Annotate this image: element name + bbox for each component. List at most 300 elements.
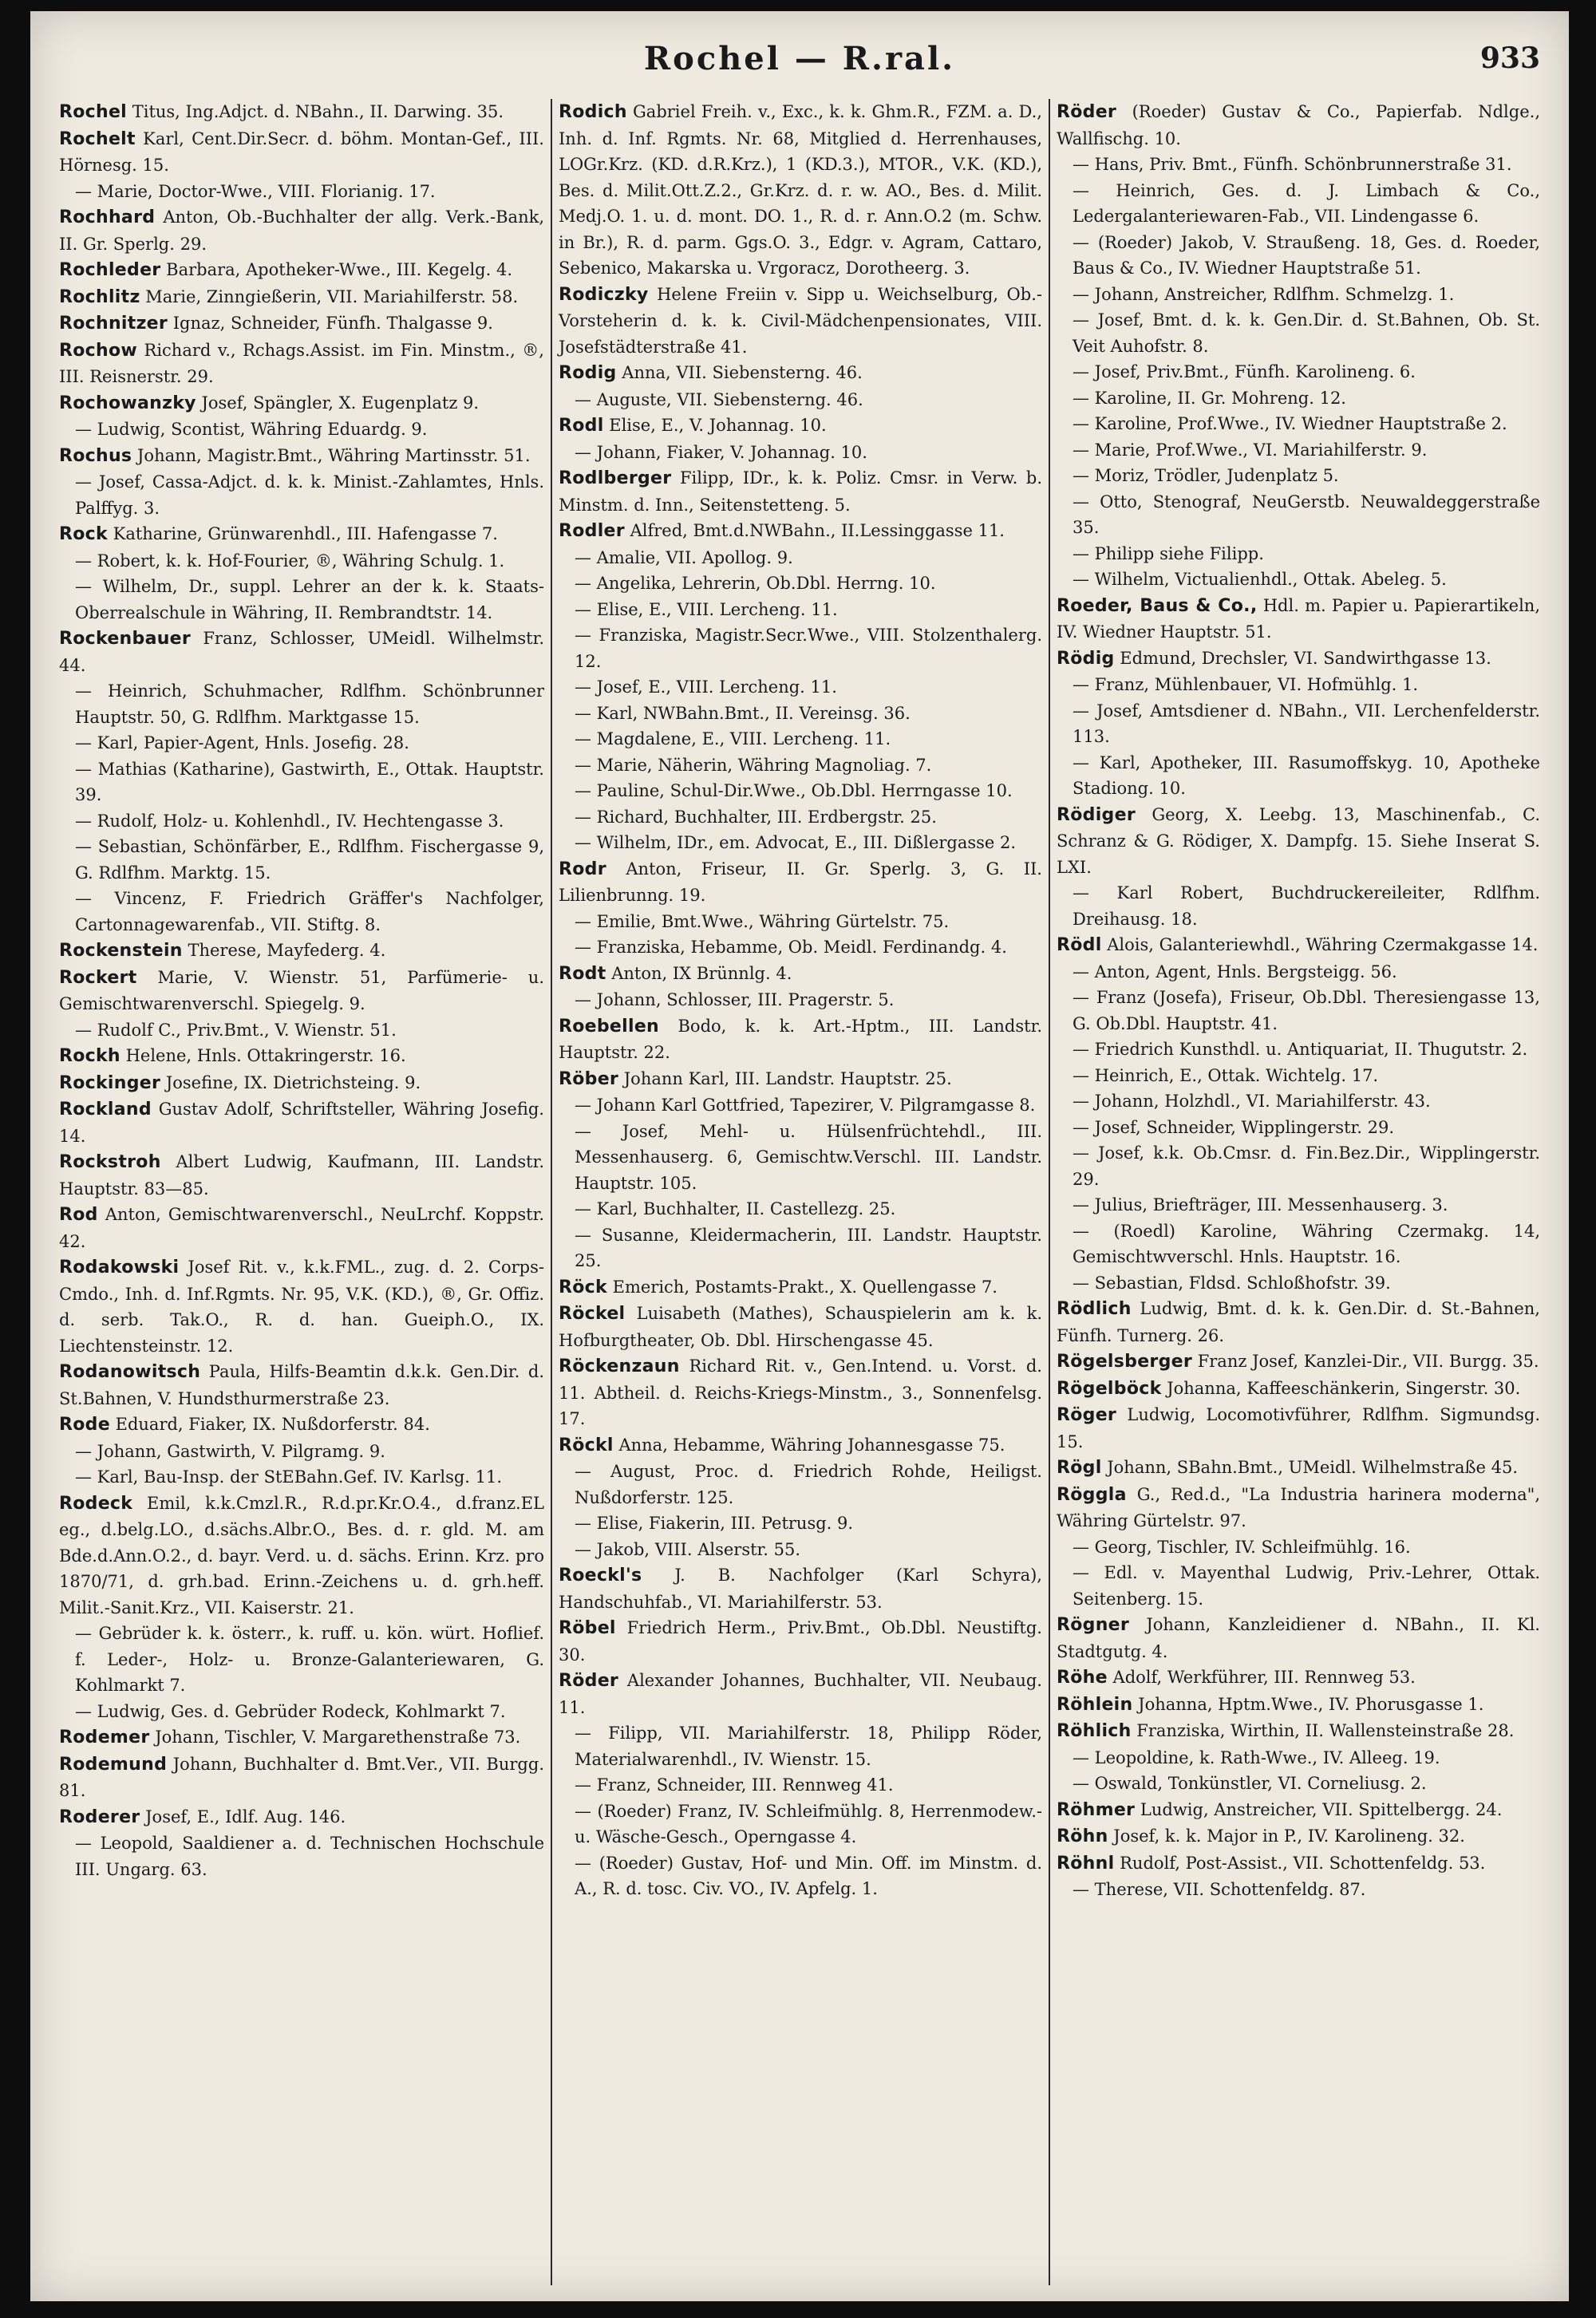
directory-entry — [59, 1804, 544, 1831]
directory-entry — [1057, 1797, 1540, 1824]
entry-surname: Röckl — [559, 1435, 614, 1455]
entry-surname: Rögner — [1057, 1615, 1130, 1635]
entry-details: Hebamme, Ob. Meidl. Ferdinandg. 4. — [690, 938, 1007, 957]
directory-entry — [1057, 1115, 1540, 1141]
entry-surname: — (Roeder) — [1073, 232, 1173, 252]
directory-entry — [1057, 230, 1540, 282]
entry-details: Näherin, Währing Magnoliag. 7. — [658, 755, 932, 775]
entry-surname: — Leopoldine, — [1073, 1747, 1195, 1767]
directory-entry — [59, 678, 544, 730]
entry-surname: — Oswald, — [1073, 1774, 1163, 1793]
entry-surname: — Susanne, — [575, 1225, 680, 1245]
entry-surname: Rockstroh — [59, 1152, 161, 1172]
directory-entry — [59, 99, 544, 126]
entry-details: Kleidermacherin, III. Landstr. Hauptstr. 25. — [575, 1225, 1042, 1270]
directory-entry — [559, 99, 1042, 282]
column-3 — [1049, 99, 1547, 2285]
directory-entry — [559, 1274, 1042, 1301]
entry-surname: — Wilhelm, — [75, 577, 178, 596]
directory-entry — [59, 938, 544, 965]
entry-details: Schönfärber, E., Rdlfhm. Fischergasse 9, G. Rdlfhm. Marktg. 15. — [75, 837, 544, 883]
entry-surname: — Leopold, — [75, 1834, 174, 1853]
entry-details: Gustav, Hof- und Min. Off. im Minstm. d. A., R. d. tosc. Civ. VO., IV. Apfelg. 1. — [575, 1853, 1042, 1898]
directory-entry — [1057, 463, 1540, 489]
directory-entry — [59, 1096, 544, 1149]
entry-surname: — Marie, — [75, 181, 153, 201]
entry-details: Fiakerin, III. Petrusg. 9. — [649, 1514, 854, 1533]
directory-entry — [1057, 411, 1540, 437]
entry-details: Priv. Bmt., Fünfh. Schönbrunnerstraße 31. — [1149, 155, 1512, 174]
entry-details: Doctor-Wwe., VIII. Florianig. 17. — [158, 181, 436, 201]
directory-entry — [59, 1699, 544, 1725]
entry-details: Prof.Wwe., IV. Wiedner Hauptstraße 2. — [1177, 414, 1507, 433]
directory-entry — [59, 126, 544, 179]
entry-surname: — Gebrüder — [75, 1624, 180, 1643]
directory-entry — [59, 1202, 544, 1254]
entry-details: Johann, Kanzleidiener d. NBahn., II. Kl. Stadtgutg. 4. — [1057, 1615, 1540, 1661]
entry-details: Ludwig, Anstreicher, VII. Spittelbergg. 24. — [1140, 1799, 1503, 1819]
entry-details: VIII. Alserstr. 55. — [654, 1539, 801, 1559]
entry-surname: Rodler — [559, 521, 625, 541]
entry-details: Paula, Hilfs-Beamtin d.k.k. Gen.Dir. d. St.Bahnen, V. Hundsthurmerstraße 23. — [59, 1362, 544, 1408]
columns — [53, 99, 1547, 2285]
directory-entry — [59, 521, 544, 548]
directory-entry — [1057, 178, 1540, 230]
entry-details: Josef, Spängler, X. Eugenplatz 9. — [201, 393, 480, 413]
entry-details: Franz, IV. Schleifmühlg. 8, Herrenmodew.- u. Wäsche-Gesch., Operngasse 4. — [575, 1801, 1042, 1846]
entry-surname: — Johann, — [1073, 284, 1159, 304]
entry-details: Albert Ludwig, Kaufmann, III. Landstr. Hauptstr. 83—85. — [59, 1152, 544, 1198]
entry-surname: Rodeck — [59, 1493, 133, 1514]
entry-surname: Röber — [559, 1068, 619, 1089]
entry-details: Trödler, Judenplatz 5. — [1155, 466, 1339, 485]
directory-entry — [559, 1222, 1042, 1274]
entry-surname: — Karl — [1073, 883, 1153, 902]
entry-details: Anstreicher, Rdlfhm. Schmelzg. 1. — [1164, 284, 1455, 304]
entry-details: Tischler, IV. Schleifmühlg. 16. — [1157, 1537, 1411, 1557]
directory-entry — [1057, 1771, 1540, 1797]
entry-details: Bmt. d. k. k. Gen.Dir. d. St.Bahnen, Ob. St. Veit Auhofstr. 8. — [1073, 310, 1540, 356]
entry-surname: — Franz, — [575, 1775, 652, 1795]
directory-entry — [559, 1066, 1042, 1093]
entry-surname: Röhe — [1057, 1668, 1108, 1688]
directory-entry — [559, 1459, 1042, 1510]
entry-details: Franz Josef, Kanzlei-Dir., VII. Burgg. 35. — [1197, 1352, 1539, 1371]
entry-details: Schneider, III. Rennweg 41. — [656, 1775, 894, 1795]
entry-surname: — (Roeder) — [575, 1853, 674, 1873]
directory-entry — [59, 886, 544, 938]
entry-details: Anton, Gemischtwarenverschl., NeuLrchf. Koppstr. 42. — [59, 1205, 544, 1251]
directory-entry — [1057, 307, 1540, 359]
directory-entry — [59, 417, 544, 443]
entry-surname: Röhlein — [1057, 1694, 1133, 1715]
entry-surname: — Sebastian, — [1073, 1273, 1184, 1293]
entry-details: Apotheker, III. Rasumoffskyg. 10, Apotheke Stadiong. 10. — [1073, 752, 1540, 798]
entry-surname: Rockland — [59, 1100, 152, 1120]
entry-details: Marie, V. Wienstr. 51, Parfümerie- u. Gemischtwarenverschl. Spiegelg. 9. — [59, 967, 544, 1013]
directory-entry — [59, 574, 544, 626]
entry-details: VII. Apollog. 9. — [666, 547, 793, 567]
column-2 — [551, 99, 1049, 2285]
entry-surname: — Emilie, — [575, 911, 657, 931]
directory-entry — [1057, 282, 1540, 308]
directory-entry — [59, 1724, 544, 1751]
entry-details: Karl, Cent.Dir.Secr. d. böhm. Montan-Gef., III. Hörnesg. 15. — [59, 128, 544, 175]
entry-surname: — Georg, — [1073, 1537, 1152, 1557]
entry-details: Alfred, Bmt.d.NWBahn., II.Lessinggasse 11. — [630, 521, 1005, 540]
directory-entry — [1057, 1063, 1540, 1089]
entry-details: Magistr.Secr.Wwe., VIII. Stolzenthalerg. 12. — [575, 626, 1042, 671]
entry-surname: — (Roeder) — [575, 1801, 672, 1821]
directory-entry — [59, 1491, 544, 1621]
directory-entry — [59, 1070, 544, 1097]
entry-details: Franz, Schlosser, UMeidl. Wilhelmstr. 44. — [59, 629, 544, 675]
directory-entry — [559, 1537, 1042, 1563]
entry-details: II. Gr. Mohreng. 12. — [1177, 388, 1346, 408]
directory-entry — [59, 834, 544, 886]
entry-surname: — Wilhelm, — [575, 833, 672, 852]
directory-entry — [59, 1439, 544, 1465]
entry-details: Richard Rit. v., Gen.Intend. u. Vorst. d. 11. Abtheil. d. Reichs-Kriegs-Minstm., 3., Sonnenfelsg. 17. — [559, 1356, 1042, 1428]
entry-surname: — Heinrich, — [1073, 180, 1195, 200]
entry-surname: — Friedrich — [1073, 1040, 1174, 1059]
entry-surname: — Heinrich, — [75, 681, 188, 701]
entry-details: G., Red.d., "La Industria harinera moderna", Währing Gürtelstr. 97. — [1057, 1484, 1540, 1530]
entry-details: Bau-Insp. der StEBahn.Gef. IV. Karlsg. 11. — [144, 1467, 503, 1487]
entry-details: Anna, Hebamme, Währing Johannesgasse 75. — [618, 1435, 1005, 1455]
entry-details: E., VIII. Lercheng. 11. — [701, 729, 891, 748]
directory-entry — [559, 440, 1042, 466]
entry-details: Fldsd. Schloßhofstr. 39. — [1188, 1273, 1391, 1293]
entry-details: Anton, IX Brünnlg. 4. — [611, 963, 792, 983]
entry-details: (Roeder) Gustav & Co., Papierfab. Ndlge., Wallfischg. 10. — [1057, 102, 1540, 148]
directory-entry — [1057, 1664, 1540, 1692]
directory-entry — [59, 1043, 544, 1070]
directory-entry — [559, 856, 1042, 909]
entry-details: NWBahn.Bmt., II. Vereinsg. 36. — [643, 703, 911, 723]
entry-details: Rudolf, Post-Assist., VII. Schottenfeldg. 53. — [1120, 1853, 1486, 1873]
entry-surname: — Mathias — [75, 759, 167, 779]
entry-surname: Rochelt — [59, 128, 136, 149]
directory-entry — [1057, 1534, 1540, 1561]
entry-details: Josef, E., Idlf. Aug. 146. — [145, 1807, 346, 1826]
directory-entry — [1057, 1718, 1540, 1745]
entry-surname: Rodr — [559, 859, 606, 879]
directory-entry — [1057, 359, 1540, 385]
directory-entry — [1057, 1296, 1540, 1349]
entry-details: k. k. österr., k. ruff. u. kön. würt. Hoflief. f. Leder-, Holz- u. Bronze-Galanteriewaren, G. Kohlmarkt 7. — [75, 1624, 544, 1695]
directory-entry — [1057, 1692, 1540, 1719]
entry-details: VII. Schottenfeldg. 87. — [1173, 1880, 1366, 1899]
entry-details: Josef Rit. v., k.k.FML., zug. d. 2. Corps-Cmdo., Inh. d. Inf.Rgmts. Nr. 95, V.K. (KD.), ®, Gr. Offiz. d. serb. Tak.O., R. d. han. Gueiph.O., IX. Liechtensteinstr. 12. — [59, 1258, 544, 1356]
directory-entry — [59, 965, 544, 1017]
entry-details: F. Friedrich Gräffer's Nachfolger, Cartonnagewarenfab., VII. Stiftg. 8. — [75, 889, 544, 934]
entry-surname: Rochleder — [59, 260, 161, 280]
entry-surname: Roeckl's — [559, 1566, 642, 1585]
directory-entry — [559, 778, 1042, 804]
entry-surname: Röder — [559, 1671, 619, 1691]
entry-surname: — Karoline, — [1073, 388, 1172, 408]
entry-details: k. Rath-Wwe., IV. Alleeg. 19. — [1199, 1747, 1440, 1767]
directory-entry — [559, 1353, 1042, 1432]
entry-details: C., Priv.Bmt., V. Wienstr. 51. — [158, 1020, 397, 1040]
entry-surname: Röger — [1057, 1405, 1117, 1425]
entry-surname: Röder — [1057, 102, 1117, 122]
directory-entry — [559, 1799, 1042, 1850]
entry-details: Briefträger, III. Messenhauserg. 3. — [1152, 1195, 1448, 1214]
entry-surname: — Josef, — [1073, 701, 1144, 721]
entry-surname: — Marie, — [1073, 440, 1151, 460]
entry-details: Johann, Buchhalter d. Bmt.Ver., VII. Burgg. 81. — [59, 1754, 544, 1800]
directory-entry — [1057, 1088, 1540, 1115]
entry-surname: Rochowanzky — [59, 393, 196, 413]
entry-surname: Röhmer — [1057, 1799, 1136, 1820]
entry-surname: Rögl — [1057, 1458, 1102, 1478]
entry-surname: — Otto, — [1073, 492, 1143, 511]
directory-entry — [59, 443, 544, 470]
entry-details: Schlosser, III. Pragerstr. 5. — [666, 990, 895, 1009]
entry-surname: — Wilhelm, — [1073, 570, 1170, 589]
entry-details: Schneider, Wipplingerstr. 29. — [1146, 1117, 1395, 1137]
directory-entry — [559, 282, 1042, 361]
entry-surname: — Karl, — [575, 1199, 638, 1218]
page-header — [30, 40, 1569, 88]
directory-entry — [559, 726, 1042, 752]
entry-surname: — Marie, — [575, 755, 653, 775]
directory-entry — [559, 1615, 1042, 1668]
entry-surname: — Heinrich, — [1073, 1065, 1175, 1085]
entry-details: Victualienhdl., Ottak. Abeleg. 5. — [1175, 570, 1447, 589]
directory-entry — [1057, 1140, 1540, 1192]
directory-entry — [1057, 1349, 1540, 1376]
entry-details: Emil, k.k.Cmzl.R., R.d.pr.Kr.O.4., d.franz.EL eg., d.belg.LO., d.sächs.Albr.O., Bes. d. r. gld. M. am Bde.d.Ann.O.2., d. bayr. Verd. u. d. sächs. Erinn. Krz. pro 1870/71, d. grh.bad. Erinn.-Zeichens u. d. grh.heff. Milit.-Sanit.Krz., VII. Kaiserstr. 21. — [59, 1493, 544, 1617]
entry-surname: Rochhard — [59, 207, 156, 227]
entry-surname: — Johann, — [575, 442, 662, 462]
entry-details: Hdl. m. Papier u. Papierartikeln, IV. Wiedner Hauptstr. 51. — [1057, 595, 1540, 642]
entry-surname: — Josef, — [75, 472, 145, 492]
directory-entry — [1057, 932, 1540, 959]
entry-surname: — Angelika, — [575, 574, 677, 593]
entry-details: Josefine, IX. Dietrichsteing. 9. — [165, 1072, 421, 1092]
directory-entry — [559, 804, 1042, 831]
directory-entry — [59, 1412, 544, 1439]
entry-details: Karoline, Währing Czermakg. 14, Gemischtwverschl. Hnls. Hauptstr. 16. — [1073, 1221, 1540, 1266]
entry-surname: Roebellen — [559, 1016, 660, 1037]
directory-entry — [59, 1254, 544, 1359]
directory-entry — [1057, 698, 1540, 750]
page-number: 933 — [1479, 41, 1540, 75]
directory-entry — [1057, 802, 1540, 881]
directory-entry — [559, 597, 1042, 623]
directory-entry — [1057, 1823, 1540, 1850]
directory-entry — [559, 545, 1042, 571]
directory-entry — [559, 961, 1042, 988]
entry-details: VII. Siebensterng. 46. — [677, 389, 863, 409]
entry-details: Bodo, k. k. Art.-Hptm., III. Landstr. Hauptstr. 22. — [559, 1016, 1042, 1062]
directory-entry — [1057, 541, 1540, 567]
entry-details: Tonkünstler, VI. Corneliusg. 2. — [1167, 1774, 1427, 1793]
entry-surname: Rögelsberger — [1057, 1352, 1192, 1372]
entry-details: J. B. Nachfolger (Karl Schyra), Handschuhfab., VI. Mariahilferstr. 53. — [559, 1566, 1042, 1612]
entry-surname: Röhn — [1057, 1826, 1108, 1846]
directory-entry — [59, 808, 544, 835]
entry-details: Schuhmacher, Rdlfhm. Schönbrunner Hauptstr. 50, G. Rdlfhm. Marktgasse 15. — [75, 681, 544, 727]
entry-surname: — Ludwig, — [75, 1701, 166, 1721]
entry-details: Johann, Tischler, V. Margarethenstraße 73. — [155, 1728, 521, 1747]
entry-details: Johann Karl, III. Landstr. Hauptstr. 25. — [623, 1068, 952, 1088]
entry-details: Fiaker, V. Johannag. 10. — [666, 442, 867, 462]
entry-details: Mehl- u. Hülsenfrüchtehdl., III. Messenhauserg. 6, Gemischtw.Verschl. III. Landstr. Hauptstr. 105. — [575, 1121, 1042, 1193]
entry-surname: — Hans, — [1073, 155, 1144, 174]
directory-entry — [1057, 99, 1540, 152]
entry-details: Proc. d. Friedrich Rohde, Heiligst. Nußdorferstr. 125. — [575, 1462, 1042, 1507]
directory-entry — [1057, 1192, 1540, 1218]
directory-entry — [559, 518, 1042, 545]
entry-details: Johann, Magistr.Bmt., Währing Martinsstr. 51. — [137, 445, 531, 465]
entry-surname: Rödig — [1057, 648, 1115, 669]
entry-details: Alexander Johannes, Buchhalter, VII. Neubaug. 11. — [559, 1671, 1042, 1717]
entry-surname: Rögelböck — [1057, 1378, 1162, 1399]
entry-details: Dr., suppl. Lehrer an der k. k. Staats-Oberrealschule in Währing, II. Rembrandtstr. 14. — [75, 577, 544, 622]
directory-entry — [1057, 1455, 1540, 1482]
directory-entry — [59, 1464, 544, 1491]
entry-surname: — Robert, — [75, 551, 161, 571]
running-head: Rochel — R.ral. — [643, 40, 956, 77]
directory-entry — [559, 1720, 1042, 1772]
entry-surname: — Moriz, — [1073, 466, 1150, 485]
entry-details: Prof.Wwe., VI. Mariahilferstr. 9. — [1156, 440, 1428, 460]
directory-entry — [1057, 1745, 1540, 1771]
directory-entry — [1057, 1560, 1540, 1612]
directory-entry — [59, 730, 544, 756]
entry-surname: — Elise, — [575, 1514, 644, 1533]
entry-surname: — Josef, — [575, 1121, 669, 1141]
directory-entry — [559, 674, 1042, 701]
entry-details: Johanna, Kaffeeschänkerin, Singerstr. 30. — [1167, 1378, 1521, 1398]
entry-details: E., VIII. Lercheng. 11. — [649, 599, 838, 619]
entry-surname: — Josef, — [1073, 1117, 1141, 1137]
entry-surname: — Philipp — [1073, 543, 1155, 563]
directory-entry — [559, 387, 1042, 413]
entry-surname: — Josef, — [575, 677, 643, 697]
entry-surname: Rockh — [59, 1046, 120, 1066]
entry-details: Ges. d. Gebrüder Rodeck, Kohlmarkt 7. — [171, 1701, 506, 1721]
entry-surname: — Johann — [575, 1096, 656, 1115]
directory-entry — [59, 1621, 544, 1699]
directory-entry — [59, 1830, 544, 1882]
entry-surname: Rode — [59, 1415, 110, 1435]
entry-surname: Rockinger — [59, 1072, 161, 1093]
entry-details: Kunsthdl. u. Antiquariat, II. Thugutstr. 2. — [1179, 1040, 1528, 1059]
entry-details: (Katharine), Gastwirth, E., Ottak. Hauptstr. 39. — [75, 759, 544, 804]
entry-details: Holzhdl., VI. Mariahilferstr. 43. — [1164, 1092, 1431, 1111]
entry-surname: — Johann, — [1073, 1092, 1159, 1111]
entry-details: Luisabeth (Mathes), Schauspielerin am k. k. Hofburgtheater, Ob. Dbl. Hirschengasse 45. — [559, 1304, 1042, 1350]
entry-details: IDr., em. Advocat, E., III. Dißlergasse 2. — [677, 833, 1017, 852]
entry-details: Jakob, V. Straußeng. 18, Ges. d. Roeder, Baus & Co., IV. Wiedner Hauptstraße 51. — [1073, 232, 1540, 278]
entry-surname: — Vincenz, — [75, 889, 187, 908]
entry-details: Ludwig, Priv.-Lehrer, Ottak. Seitenberg. 15. — [1073, 1563, 1541, 1609]
entry-details: Anna, VII. Siebensterng. 46. — [622, 363, 863, 382]
entry-details: Buchhalter, II. Castellezg. 25. — [643, 1199, 896, 1218]
entry-details: Marie, Zinngießerin, VII. Mariahilferstr. 58. — [145, 286, 519, 306]
entry-details: Anton, Friseur, II. Gr. Sperlg. 3, G. II. Lilienbrunng. 19. — [559, 859, 1042, 905]
entry-surname: — Franziska, — [575, 626, 688, 645]
entry-surname: — Elise, — [575, 599, 644, 619]
directory-entry — [59, 1017, 544, 1044]
entry-surname: Rodt — [559, 963, 606, 984]
entry-surname: Röckel — [559, 1304, 626, 1324]
entry-surname: — Julius, — [1073, 1195, 1148, 1214]
entry-details: Gabriel Freih. v., Exc., k. k. Ghm.R., FZM. a. D., Inh. d. Inf. Rgmts. Nr. 68, Mitglied d. Herrenhauses, LOGr.Krz. (KD. d.R.Krz.), 1 (KD.3.), MTOR., V.K. (KD.), Bes. d. Milit.Ott.Z.2., Gr.Krz. d. r. w. AO., Bes. d. Milit. Medj.O. 1. u. d. mont. DO. 1., R. d. r. Ann.O.2 (m. Schw. in Br.), R. d. parm. Ggs.O. 3., Edgr. v. Agram, Cattaro, Sebenico, Makarska u. Vrgoracz, Dorotheerg. 3. — [559, 102, 1042, 278]
entry-details: Scontist, Währing Eduardg. 9. — [171, 420, 428, 439]
entry-surname: Röhlich — [1057, 1721, 1132, 1741]
entry-details: Therese, Mayfederg. 4. — [188, 941, 386, 960]
entry-details: Ludwig, Locomotivführer, Rdlfhm. Sigmundsg. 15. — [1057, 1405, 1540, 1451]
entry-surname: Rochow — [59, 340, 137, 361]
entry-details: Adolf, Werkführer, III. Rennweg 53. — [1112, 1668, 1416, 1687]
directory-entry — [559, 1772, 1042, 1799]
entry-details: Holz- u. Kohlenhdl., IV. Hechtengasse 3. — [163, 811, 504, 831]
entry-surname: Rodlberger — [559, 468, 672, 488]
entry-details: Ges. d. J. Limbach & Co., Ledergalanteriewaren-Fab., VII. Lindengasse 6. — [1073, 180, 1540, 226]
directory-entry — [559, 752, 1042, 779]
directory-entry — [559, 1432, 1042, 1459]
entry-surname: Rochnitzer — [59, 314, 168, 334]
entry-details: Katharine, Grünwarenhdl., III. Hafengasse 7. — [113, 524, 498, 543]
directory-entry — [559, 1196, 1042, 1222]
entry-surname: Rochel — [59, 102, 128, 122]
entry-surname: — Pauline, — [575, 781, 665, 800]
entry-surname: Rodemer — [59, 1728, 150, 1747]
directory-entry — [1057, 1877, 1540, 1903]
entry-details: Amtsdiener d. NBahn., VII. Lerchenfelderstr. 113. — [1073, 701, 1540, 746]
directory-entry — [559, 1850, 1042, 1902]
entry-surname: — Karl, — [75, 1467, 139, 1487]
entry-surname: — Karl, — [1073, 752, 1141, 772]
entry-surname: Rodiczky — [559, 284, 649, 305]
entry-details: k.k. Ob.Cmsr. d. Fin.Bez.Dir., Wipplingerstr. 29. — [1073, 1143, 1540, 1189]
directory-entry — [1057, 1850, 1540, 1878]
entry-details: Friedrich Herm., Priv.Bmt., Ob.Dbl. Neustiftg. 30. — [559, 1618, 1042, 1664]
directory-entry — [59, 756, 544, 808]
entry-details: Titus, Ing.Adjct. d. NBahn., II. Darwing. 35. — [132, 102, 504, 121]
entry-details: Josef, k. k. Major in P., IV. Karolineng. 32. — [1113, 1826, 1465, 1846]
directory-entry — [559, 1092, 1042, 1119]
entry-surname: Röck — [559, 1277, 607, 1297]
directory-entry — [559, 909, 1042, 935]
entry-surname: Röckenzaun — [559, 1356, 680, 1376]
entry-details: Bmt.Wwe., Währing Gürtelstr. 75. — [661, 911, 950, 931]
entry-surname: Röhnl — [1057, 1853, 1115, 1874]
directory-entry — [1057, 567, 1540, 593]
entry-surname: Rockenbauer — [59, 629, 192, 649]
entry-surname: — Sebastian, — [75, 837, 188, 856]
directory-entry — [559, 987, 1042, 1013]
entry-surname: — Filipp, — [575, 1724, 663, 1743]
directory-entry — [1057, 959, 1540, 985]
entry-details: Papier-Agent, Hnls. Josefig. 28. — [144, 733, 409, 752]
entry-details: Ludwig, Bmt. d. k. k. Gen.Dir. d. St.-Bahnen, Fünfh. Turnerg. 26. — [1057, 1299, 1540, 1345]
entry-details: Cassa-Adjct. d. k. k. Minist.-Zahlamtes, Hnls. Palffyg. 3. — [75, 472, 545, 518]
directory-entry — [59, 257, 544, 284]
entry-surname: — Karl, — [75, 733, 139, 752]
directory-entry — [559, 413, 1042, 440]
directory-page — [30, 11, 1569, 2301]
directory-entry — [1057, 646, 1540, 673]
entry-surname: — Josef, — [1073, 362, 1141, 381]
entry-surname: Rockenstein — [59, 941, 183, 961]
